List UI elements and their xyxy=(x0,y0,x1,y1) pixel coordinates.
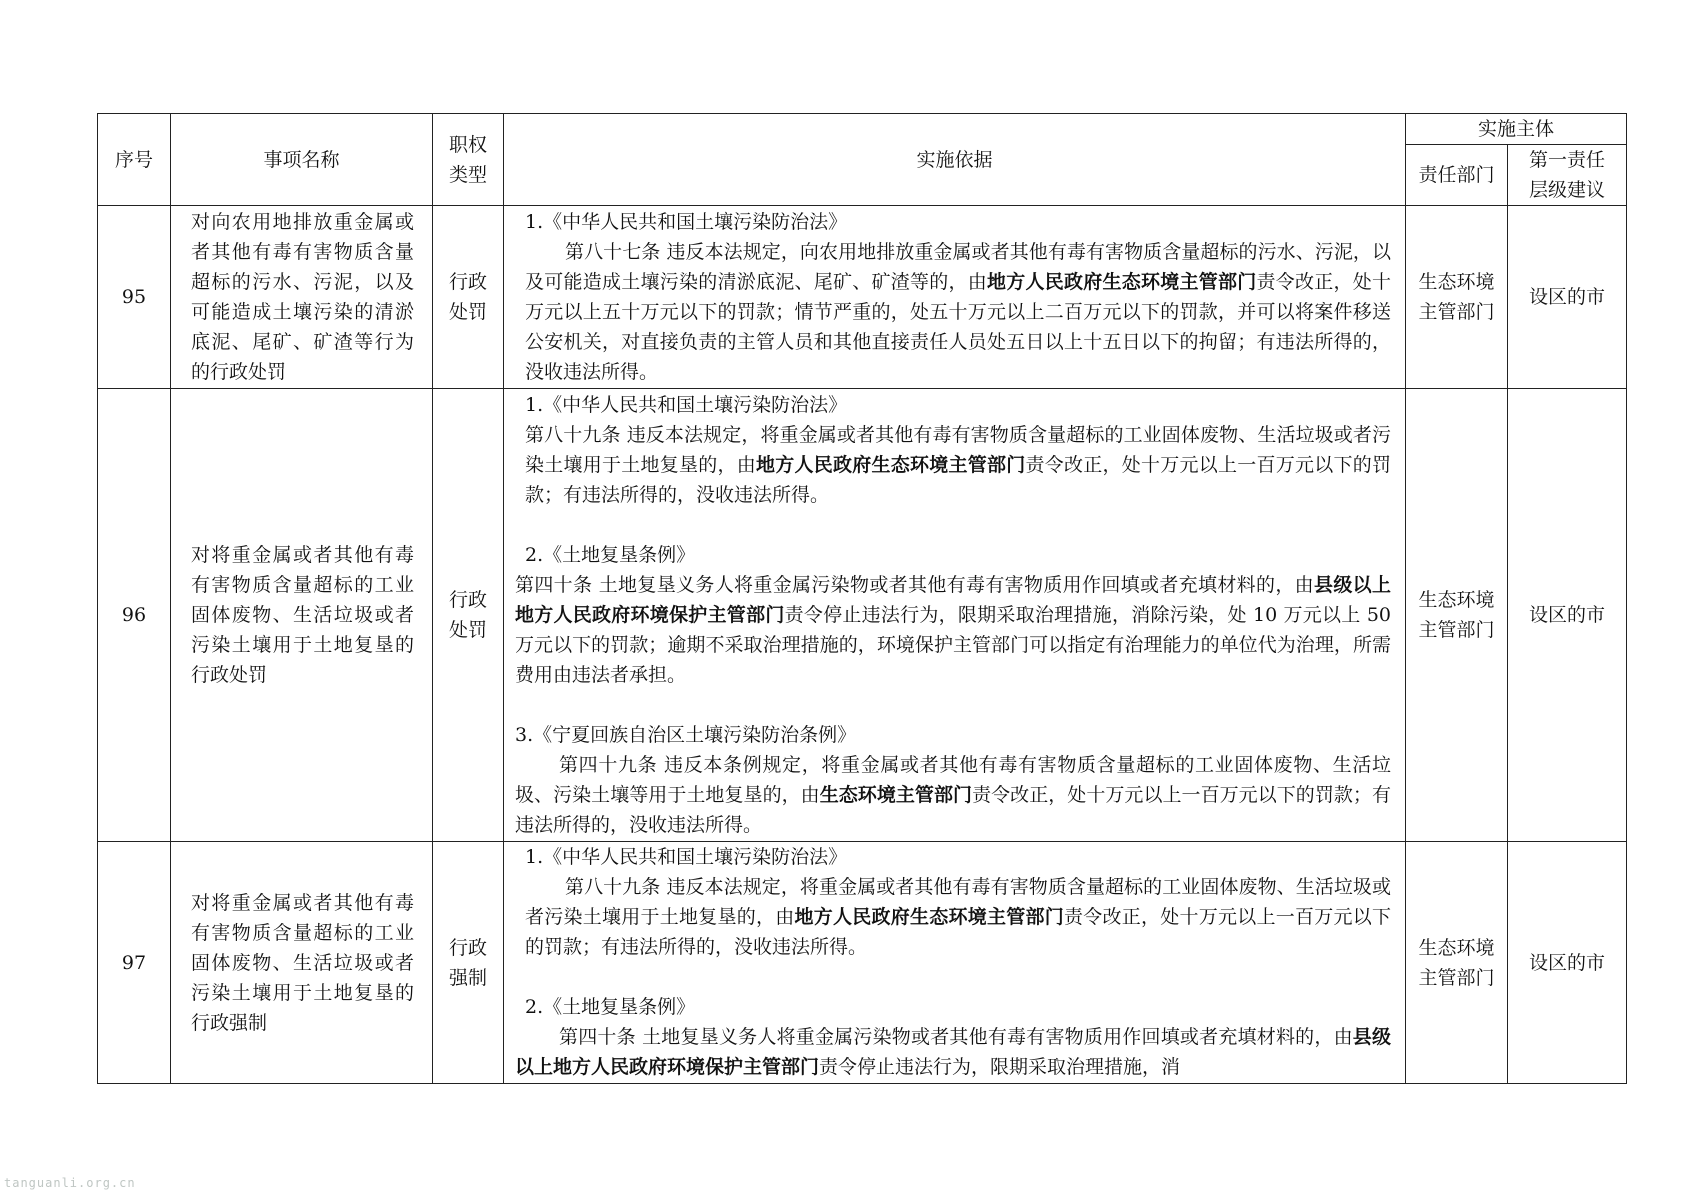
regulation-table xyxy=(97,113,1627,1084)
basis-law-title: 1.《中华人民共和国土壤污染防治法》 xyxy=(525,211,848,233)
watermark: tanguanli.org.cn xyxy=(4,1176,136,1190)
row-first-level: 设区的市 xyxy=(1508,206,1627,389)
header-first-level: 第一责任层级建议 xyxy=(1508,145,1627,206)
row-seq: 97 xyxy=(98,842,171,1084)
row-power-type: 行政处罚 xyxy=(433,389,504,842)
basis-law-title: 1.《中华人民共和国土壤污染防治法》 xyxy=(525,394,848,416)
header-dept: 责任部门 xyxy=(1406,145,1508,206)
row-seq: 96 xyxy=(98,389,171,842)
row-dept: 生态环境主管部门 xyxy=(1406,389,1508,842)
row-first-level: 设区的市 xyxy=(1508,389,1627,842)
header-subject: 实施主体 xyxy=(1406,114,1627,145)
row-power-type: 行政强制 xyxy=(433,842,504,1084)
table-row xyxy=(98,389,1627,842)
row-basis xyxy=(504,206,1406,389)
row-item-name: 对将重金属或者其他有毒有害物质含量超标的工业固体废物、生活垃圾或者污染土壤用于土地复垦的行政强制 xyxy=(171,842,433,1084)
header-item-name: 事项名称 xyxy=(171,114,433,206)
header-basis: 实施依据 xyxy=(504,114,1406,206)
row-item-name: 对向农用地排放重金属或者其他有毒有害物质含量超标的污水、污泥，以及可能造成土壤污染的清淤底泥、尾矿、矿渣等行为的行政处罚 xyxy=(171,206,433,389)
header-seq: 序号 xyxy=(98,114,171,206)
header-power-type: 职权类型 xyxy=(433,114,504,206)
row-power-type: 行政处罚 xyxy=(433,206,504,389)
row-dept: 生态环境主管部门 xyxy=(1406,206,1508,389)
basis-law-title: 3.《宁夏回族自治区土壤污染防治条例》 xyxy=(515,724,857,746)
basis-article: 第四十条 土地复垦义务人将重金属污染物或者其他有毒有害物质用作回填或者充填材料的，由县级以上地方人民政府环境保护主管部门责令停止违法行为，限期采取治理措施，消 xyxy=(515,1026,1391,1078)
row-item-name: 对将重金属或者其他有毒有害物质含量超标的工业固体废物、生活垃圾或者污染土壤用于土地复垦的行政处罚 xyxy=(171,389,433,842)
basis-article: 第八十七条 违反本法规定，向农用地排放重金属或者其他有毒有害物质含量超标的污水、污泥，以及可能造成土壤污染的清淤底泥、尾矿、矿渣等的，由地方人民政府生态环境主管部门责令改正，处十万元以上五十万元以下的罚款；情节严重的，处五十万元以上二百万元以下的罚款，并可以将案件移送公安机关，对直接负责的主管人员和其他直接责任人员处五日以上十五日以下的拘留；有违法所得的，没收违法所得。 xyxy=(525,241,1391,383)
basis-article: 第四十条 土地复垦义务人将重金属污染物或者其他有毒有害物质用作回填或者充填材料的，由县级以上地方人民政府环境保护主管部门责令停止违法行为，限期采取治理措施，消除污染，处 10 万元以上 50 万元以下的罚款；逾期不采取治理措施的，环境保护主管部门可以指定有治理能力的单位代为治理，所需费用由违法者承担。 xyxy=(515,574,1391,686)
table-row xyxy=(98,842,1627,1084)
basis-article: 第八十九条 违反本法规定，将重金属或者其他有毒有害物质含量超标的工业固体废物、生活垃圾或者污染土壤用于土地复垦的，由地方人民政府生态环境主管部门责令改正，处十万元以上一百万元以下的罚款；有违法所得的，没收违法所得。 xyxy=(525,424,1391,506)
table-row xyxy=(98,206,1627,389)
row-first-level: 设区的市 xyxy=(1508,842,1627,1084)
basis-law-title: 2.《土地复垦条例》 xyxy=(525,996,696,1018)
row-basis xyxy=(504,842,1406,1084)
row-dept: 生态环境主管部门 xyxy=(1406,842,1508,1084)
basis-article: 第八十九条 违反本法规定，将重金属或者其他有毒有害物质含量超标的工业固体废物、生活垃圾或者污染土壤用于土地复垦的，由地方人民政府生态环境主管部门责令改正，处十万元以上一百万元以下的罚款；有违法所得的，没收违法所得。 xyxy=(525,876,1391,958)
row-seq: 95 xyxy=(98,206,171,389)
basis-article: 第四十九条 违反本条例规定，将重金属或者其他有毒有害物质含量超标的工业固体废物、生活垃圾、污染土壤等用于土地复垦的，由生态环境主管部门责令改正，处十万元以上一百万元以下的罚款；有违法所得的，没收违法所得。 xyxy=(515,754,1391,836)
row-basis xyxy=(504,389,1406,842)
basis-law-title: 2.《土地复垦条例》 xyxy=(525,544,696,566)
basis-law-title: 1.《中华人民共和国土壤污染防治法》 xyxy=(525,846,848,868)
